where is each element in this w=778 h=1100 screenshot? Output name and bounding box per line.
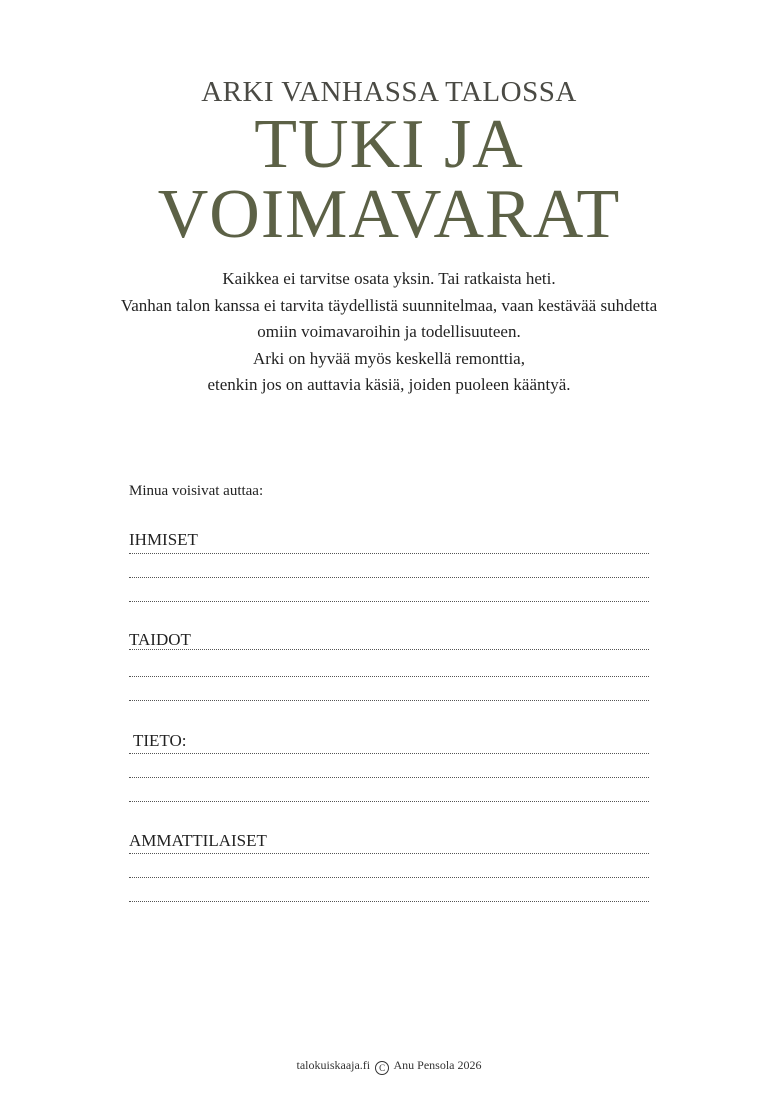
page-title-line-2: VOIMAVARAT (157, 176, 621, 253)
intro-text (0, 266, 778, 399)
footer-author: Anu Pensola 2026 (393, 1058, 482, 1072)
write-line[interactable] (129, 777, 649, 778)
intro-line: Vanhan talon kanssa ei tarvita täydellistä suunnitelmaa, vaan kestävää suhdetta (120, 295, 658, 315)
write-line[interactable] (129, 553, 649, 554)
write-line[interactable] (129, 601, 649, 602)
page-title-line-1: TUKI JA (254, 106, 524, 183)
helpers-label: Minua voisivat auttaa: (129, 483, 264, 499)
write-line[interactable] (129, 853, 649, 854)
intro-line: Kaikkea ei tarvitse osata yksin. Tai ratkaista heti. (222, 269, 556, 288)
write-line[interactable] (129, 649, 649, 650)
section-label: AMMATTILAISET (129, 831, 267, 850)
write-line[interactable] (129, 901, 649, 902)
footer (0, 1058, 778, 1075)
write-line[interactable] (129, 700, 649, 701)
page-title (0, 106, 778, 253)
write-line[interactable] (129, 676, 649, 677)
intro-line: Arki on hyvää myös keskellä remonttia, (253, 348, 525, 368)
intro-line: omiin voimavaroihin ja todellisuuteen. (257, 322, 521, 341)
copyright-icon: C (375, 1061, 389, 1075)
section-label: IHMISET (129, 530, 198, 549)
write-line[interactable] (129, 753, 649, 754)
footer-site: talokuiskaaja.fi (296, 1058, 371, 1072)
write-line[interactable] (129, 877, 649, 878)
intro-line: etenkin jos on auttavia käsiä, joiden puoleen kääntyä. (207, 375, 571, 394)
write-line[interactable] (129, 577, 649, 578)
section-label: TAIDOT (129, 630, 191, 649)
page-subtitle: ARKI VANHASSA TALOSSA (201, 76, 577, 108)
write-line[interactable] (129, 801, 649, 802)
section-label: TIETO: (129, 731, 187, 750)
